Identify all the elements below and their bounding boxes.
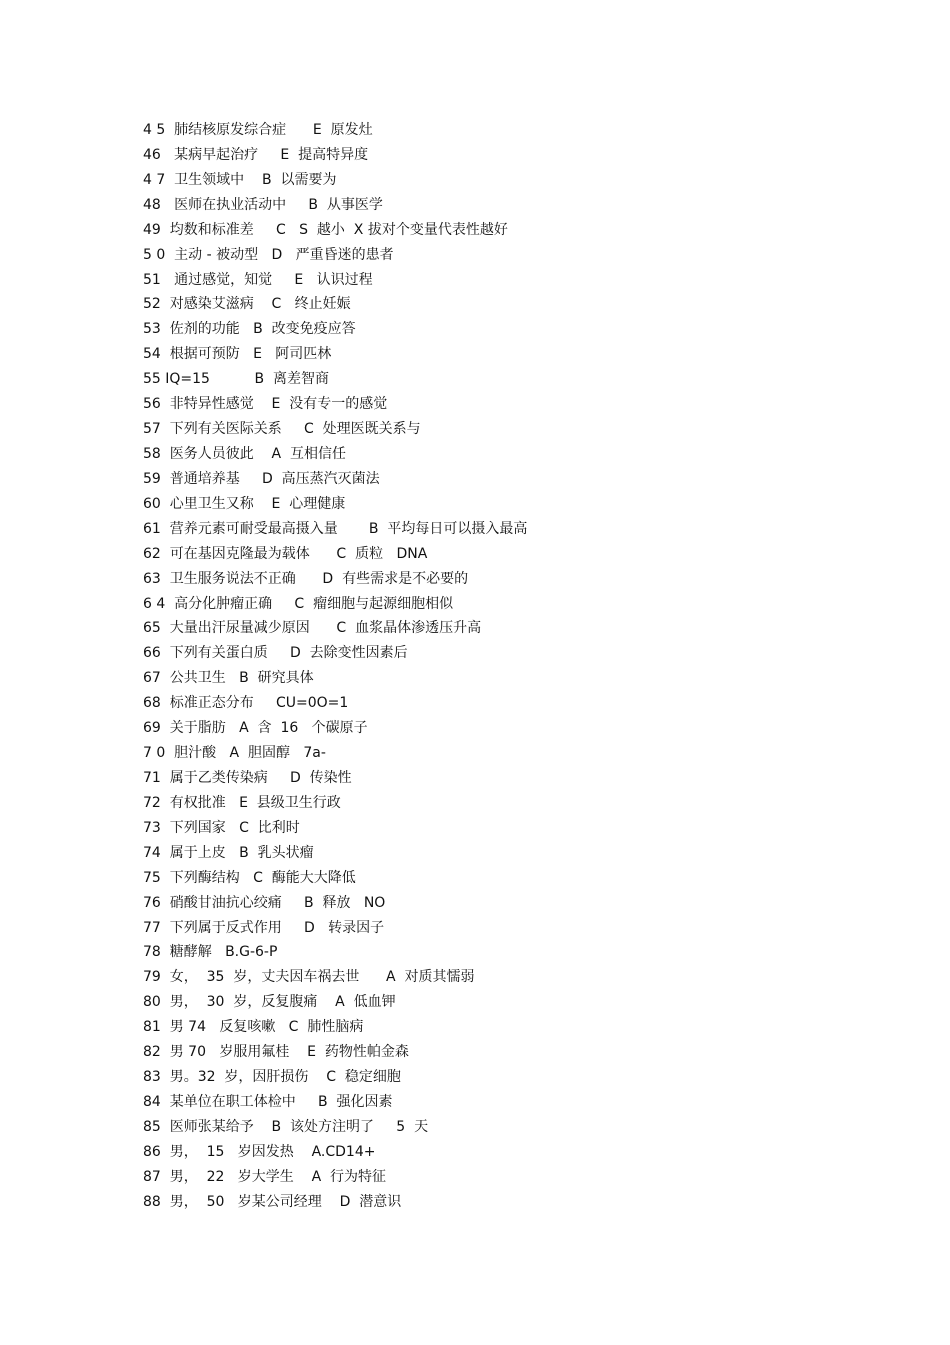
answer-line: 88 男， 50 岁某公司经理 D 潜意识 (143, 1193, 402, 1210)
answer-line: 59 普通培养基 D 高压蒸汽灭菌法 (143, 470, 380, 487)
answer-line: 74 属于上皮 B 乳头状瘤 (143, 844, 314, 861)
answer-line: 76 硝酸甘油抗心绞痛 B 释放 NO (143, 894, 386, 911)
answer-line: 73 下列国家 C 比利时 (143, 819, 300, 836)
answer-line: 67 公共卫生 B 研究具体 (143, 670, 314, 687)
answer-line: 77 下列属于反式作用 D 转录因子 (143, 919, 385, 936)
answer-line: 84 某单位在职工体检中 B 强化因素 (143, 1093, 393, 1110)
answer-line: 53 佐剂的功能 B 改变免疫应答 (143, 321, 356, 338)
answer-line: 58 医务人员彼此 A 互相信任 (143, 445, 346, 462)
answer-line: 54 根据可预防 E 阿司匹林 (143, 346, 332, 363)
answer-line: 71 属于乙类传染病 D 传染性 (143, 769, 352, 786)
answer-line: 61 营养元素可耐受最高摄入量 B 平均每日可以摄入最高 (143, 520, 528, 537)
answer-line: 86 男， 15 岁因发热 A.CD14+ (143, 1143, 376, 1160)
answer-line: 87 男， 22 岁大学生 A 行为特征 (143, 1168, 387, 1185)
answer-line: 78 糖酵解 B.G-6-P (143, 944, 278, 961)
answer-line: 5 0 主动 - 被动型 D 严重昏迷的患者 (143, 246, 394, 263)
answer-line: 4 7 卫生领域中 B 以需要为 (143, 171, 337, 188)
answer-line: 46 某病早起治疗 E 提高特异度 (143, 146, 369, 163)
answer-line: 66 下列有关蛋白质 D 去除变性因素后 (143, 645, 408, 662)
answer-line: 69 关于脂肪 A 含 16 个碳原子 (143, 720, 368, 737)
answer-line: 72 有权批准 E 县级卫生行政 (143, 794, 341, 811)
answer-line: 75 下列酶结构 C 酶能大大降低 (143, 869, 356, 886)
answer-line: 79 女， 35 岁，丈夫因车祸去世 A 对质其懦弱 (143, 969, 475, 986)
answer-line: 63 卫生服务说法不正确 D 有些需求是不必要的 (143, 570, 469, 587)
answer-line: 52 对感染艾滋病 C 终止妊娠 (143, 296, 351, 313)
answer-line: 68 标准正态分布 CU=0O=1 (143, 695, 349, 712)
answer-line: 7 0 胆汁酸 A 胆固醇 7a- (143, 745, 326, 762)
answer-line: 80 男， 30 岁，反复腹痛 A 低血钾 (143, 994, 396, 1011)
answer-line: 60 心里卫生又称 E 心理健康 (143, 495, 346, 512)
answer-list (143, 118, 903, 1215)
answer-line: 56 非特异性感觉 E 没有专一的感觉 (143, 396, 388, 413)
answer-line: 6 4 高分化肿瘤正确 C 瘤细胞与起源细胞相似 (143, 595, 454, 612)
answer-line: 82 男 70 岁服用氟桂 E 药物性帕金森 (143, 1044, 409, 1061)
answer-line: 85 医师张某给予 B 该处方注明了 5 天 (143, 1118, 429, 1135)
answer-line: 55 IQ=15 B 离差智商 (143, 371, 329, 388)
answer-line: 48 医师在执业活动中 B 从事医学 (143, 196, 383, 213)
answer-line: 4 5 肺结核原发综合症 E 原发灶 (143, 122, 373, 138)
answer-line: 62 可在基因克隆最为载体 C 质粒 DNA (143, 545, 428, 562)
answer-line: 65 大量出汗尿量减少原因 C 血浆晶体渗透压升高 (143, 620, 482, 637)
answer-line: 83 男。32 岁，因肝损伤 C 稳定细胞 (143, 1069, 401, 1086)
answer-line: 51 通过感觉，知觉 E 认识过程 (143, 271, 373, 288)
answer-line: 81 男 74 反复咳嗽 C 肺性脑病 (143, 1019, 364, 1036)
answer-line: 49 均数和标准差 C S 越小 X 拔对个变量代表性越好 (143, 221, 508, 238)
answer-line: 57 下列有关医际关系 C 处理医既关系与 (143, 421, 421, 438)
